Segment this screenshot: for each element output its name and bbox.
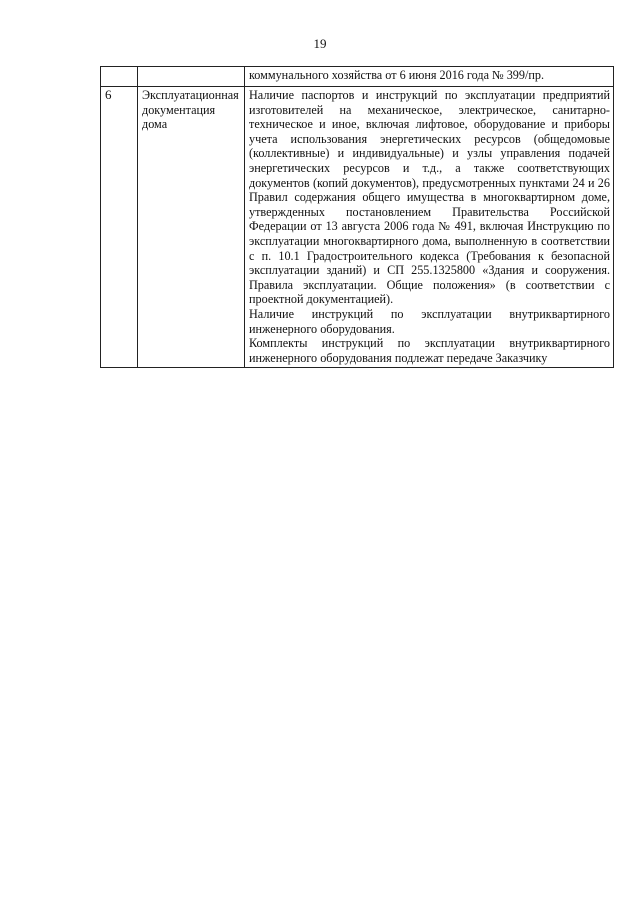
description-paragraph: Наличие инструкций по эксплуатации внутриквартирного инженерного оборудования. [249, 306, 610, 336]
row-name-line: Эксплуатационная [142, 88, 239, 102]
description-paragraph: Наличие паспортов и инструкций по эксплуатации предприятий изготовителей на механическое, электрическое, санитарно-техническое и иное, включая лифтовое, оборудование и приборы учета использования энергетических ресурсов (общедомовые (коллективные) и индивидуальные) и узлы управления подачей энергетических ресурсов и т.д., а также соответствующих документов (копий документов), предусмотренных пунктами 24 и 26 Правил содержания общего имущества в многоквартирном доме, утвержденных постановлением Правительства Российской Федерации от 13 августа 2006 года № 491, включая Инструкцию по эксплуатации многоквартирного дома, выполненную в соответствии с п. 10.1 Градостроительного кодекса (Требования к безопасной эксплуатации зданий) и СП 255.1325800 «Здания и сооружения. Правила эксплуатации. Общие положения» (в соответствии с проектной документацией). [249, 88, 610, 307]
description-paragraph: коммунального хозяйства от 6 июня 2016 года № 399/пр. [249, 68, 545, 82]
row-number-cell [101, 67, 138, 87]
row-description-cell [245, 87, 614, 368]
requirements-table [100, 66, 614, 368]
row-description-cell [245, 67, 614, 87]
table-row [101, 87, 614, 368]
row-name-line: дома [142, 117, 168, 132]
description-paragraph: Комплекты инструкций по эксплуатации внутриквартирного инженерного оборудования подлежат передаче Заказчику [249, 336, 610, 365]
row-number-cell: 6 [101, 87, 138, 368]
row-name-cell [138, 87, 245, 368]
row-name-cell [138, 67, 245, 87]
page-number: 19 [313, 36, 327, 51]
table-row [101, 67, 614, 87]
row-name-line: документация [142, 102, 216, 117]
